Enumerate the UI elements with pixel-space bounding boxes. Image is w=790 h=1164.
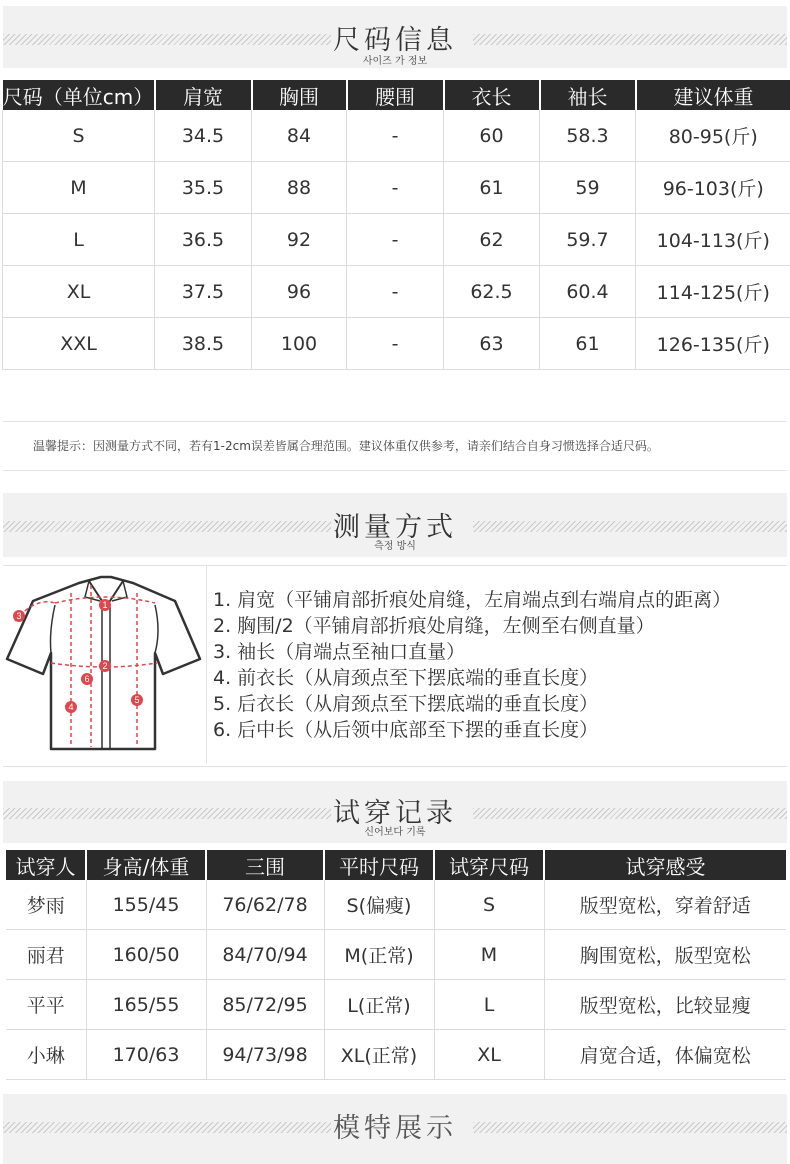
table-cell: 版型宽松，比较显瘦 xyxy=(544,980,786,1030)
table-cell: 76/62/78 xyxy=(206,880,324,930)
table-row xyxy=(3,266,790,318)
table-cell: 梦雨 xyxy=(6,880,86,930)
table-cell: 36.5 xyxy=(155,214,252,266)
table-row xyxy=(3,214,790,266)
table-cell: M xyxy=(434,930,544,980)
measure-title: 测量方式 xyxy=(333,512,457,543)
table-row xyxy=(6,930,786,980)
table-cell: 丽君 xyxy=(6,930,86,980)
fitting-header-person: 试穿人 xyxy=(6,850,86,880)
measure-banner xyxy=(3,493,787,557)
table-cell: 35.5 xyxy=(155,162,252,214)
size-header-waist: 腰围 xyxy=(347,80,444,110)
table-cell: 96 xyxy=(252,266,347,318)
table-cell: M xyxy=(3,162,155,214)
table-cell: 小琳 xyxy=(6,1030,86,1080)
size-header-shoulder: 肩宽 xyxy=(155,80,252,110)
table-cell: 104-113(斤) xyxy=(636,214,790,266)
table-cell: 155/45 xyxy=(86,880,206,930)
table-cell: 126-135(斤) xyxy=(636,318,790,370)
model-banner xyxy=(3,1094,787,1164)
table-cell: 160/50 xyxy=(86,930,206,980)
fitting-title: 试穿记录 xyxy=(333,798,457,829)
marker-label: 1 xyxy=(102,600,108,610)
table-cell: S(偏瘦) xyxy=(324,880,434,930)
list-item: 3. 袖长（肩端点至袖口直量） xyxy=(213,641,466,663)
divider xyxy=(3,421,787,422)
table-cell: 85/72/95 xyxy=(206,980,324,1030)
table-row xyxy=(3,162,790,214)
table-cell: 37.5 xyxy=(155,266,252,318)
table-cell: - xyxy=(347,110,444,162)
table-cell: 59 xyxy=(540,162,636,214)
size-tip: 温馨提示：因测量方式不同，若有1-2cm误差皆属合理范围。建议体重仅供参考，请亲们结合自身习惯选择合适尺码。 xyxy=(33,439,659,453)
table-cell: L(正常) xyxy=(324,980,434,1030)
fitting-table xyxy=(6,850,786,1080)
table-cell: 61 xyxy=(540,318,636,370)
table-row xyxy=(6,980,786,1030)
table-cell: S xyxy=(3,110,155,162)
table-cell: XL xyxy=(434,1030,544,1080)
table-cell: 肩宽合适，体偏宽松 xyxy=(544,1030,786,1080)
model-title: 模特展示 xyxy=(333,1113,457,1144)
table-row xyxy=(6,880,786,930)
fitting-header-measurements: 三围 xyxy=(206,850,324,880)
fitting-banner xyxy=(3,781,787,843)
table-cell: 165/55 xyxy=(86,980,206,1030)
table-cell: 62.5 xyxy=(444,266,540,318)
table-cell: - xyxy=(347,214,444,266)
table-cell: 58.3 xyxy=(540,110,636,162)
table-cell: 版型宽松，穿着舒适 xyxy=(544,880,786,930)
size-table-header xyxy=(3,80,790,110)
table-cell: L xyxy=(3,214,155,266)
size-header-weight: 建议体重 xyxy=(636,80,790,110)
table-row xyxy=(3,110,790,162)
measure-list xyxy=(213,587,731,743)
table-cell: 63 xyxy=(444,318,540,370)
measure-subtitle: 측정 방식 xyxy=(374,541,416,552)
table-cell: 84 xyxy=(252,110,347,162)
table-cell: - xyxy=(347,318,444,370)
table-cell: 84/70/94 xyxy=(206,930,324,980)
divider xyxy=(3,470,787,471)
marker-label: 6 xyxy=(84,674,90,684)
marker-label: 3 xyxy=(16,611,22,621)
table-cell: M(正常) xyxy=(324,930,434,980)
marker-label: 2 xyxy=(102,661,108,671)
table-cell: 96-103(斤) xyxy=(636,162,790,214)
list-item: 2. 胸围/2（平铺肩部折痕处肩缝，左侧至右侧直量） xyxy=(213,615,655,637)
table-row xyxy=(6,1030,786,1080)
list-item: 1. 肩宽（平铺肩部折痕处肩缝，左肩端点到右端肩点的距离） xyxy=(213,589,732,611)
fitting-header-height-weight: 身高/体重 xyxy=(86,850,206,880)
table-cell: 平平 xyxy=(6,980,86,1030)
size-header-length: 衣长 xyxy=(444,80,540,110)
table-cell: 38.5 xyxy=(155,318,252,370)
table-cell: - xyxy=(347,162,444,214)
list-item: 5. 后衣长（从肩颈点至下摆底端的垂直长度） xyxy=(213,693,599,715)
fitting-header-usual-size: 平时尺码 xyxy=(324,850,434,880)
size-table xyxy=(2,80,790,370)
table-cell: 100 xyxy=(252,318,347,370)
table-cell: 60.4 xyxy=(540,266,636,318)
table-cell: 62 xyxy=(444,214,540,266)
table-cell: XL xyxy=(3,266,155,318)
table-cell: 胸围宽松，版型宽松 xyxy=(544,930,786,980)
list-item: 6. 后中长（从后领中底部至下摆的垂直长度） xyxy=(213,719,599,741)
fitting-header-tried-size: 试穿尺码 xyxy=(434,850,544,880)
marker-label: 4 xyxy=(68,702,74,712)
size-header-chest: 胸围 xyxy=(252,80,347,110)
table-cell: 61 xyxy=(444,162,540,214)
table-cell: 114-125(斤) xyxy=(636,266,790,318)
size-info-banner xyxy=(3,6,787,68)
table-cell: 34.5 xyxy=(155,110,252,162)
marker-label: 5 xyxy=(134,695,140,705)
measure-divider xyxy=(206,566,207,764)
fitting-table-header xyxy=(6,850,786,880)
list-item: 4. 前衣长（从肩颈点至下摆底端的垂直长度） xyxy=(213,667,599,689)
size-header-sleeve: 袖长 xyxy=(540,80,636,110)
size-info-title: 尺码信息 xyxy=(333,25,457,56)
table-cell: 80-95(斤) xyxy=(636,110,790,162)
table-cell: - xyxy=(347,266,444,318)
table-cell: 60 xyxy=(444,110,540,162)
table-cell: XL(正常) xyxy=(324,1030,434,1080)
fitting-header-feedback: 试穿感受 xyxy=(544,850,786,880)
size-header-size: 尺码（单位cm） xyxy=(3,80,155,110)
table-cell: 94/73/98 xyxy=(206,1030,324,1080)
shirt-diagram xyxy=(5,571,205,761)
shirt-icon xyxy=(5,571,205,761)
table-cell: 92 xyxy=(252,214,347,266)
table-cell: 88 xyxy=(252,162,347,214)
table-cell: S xyxy=(434,880,544,930)
table-cell: 59.7 xyxy=(540,214,636,266)
table-cell: XXL xyxy=(3,318,155,370)
fitting-subtitle: 신어보다 기록 xyxy=(364,827,426,838)
size-info-subtitle: 사이즈 가 정보 xyxy=(362,56,428,67)
table-cell: L xyxy=(434,980,544,1030)
table-cell: 170/63 xyxy=(86,1030,206,1080)
table-row xyxy=(3,318,790,370)
